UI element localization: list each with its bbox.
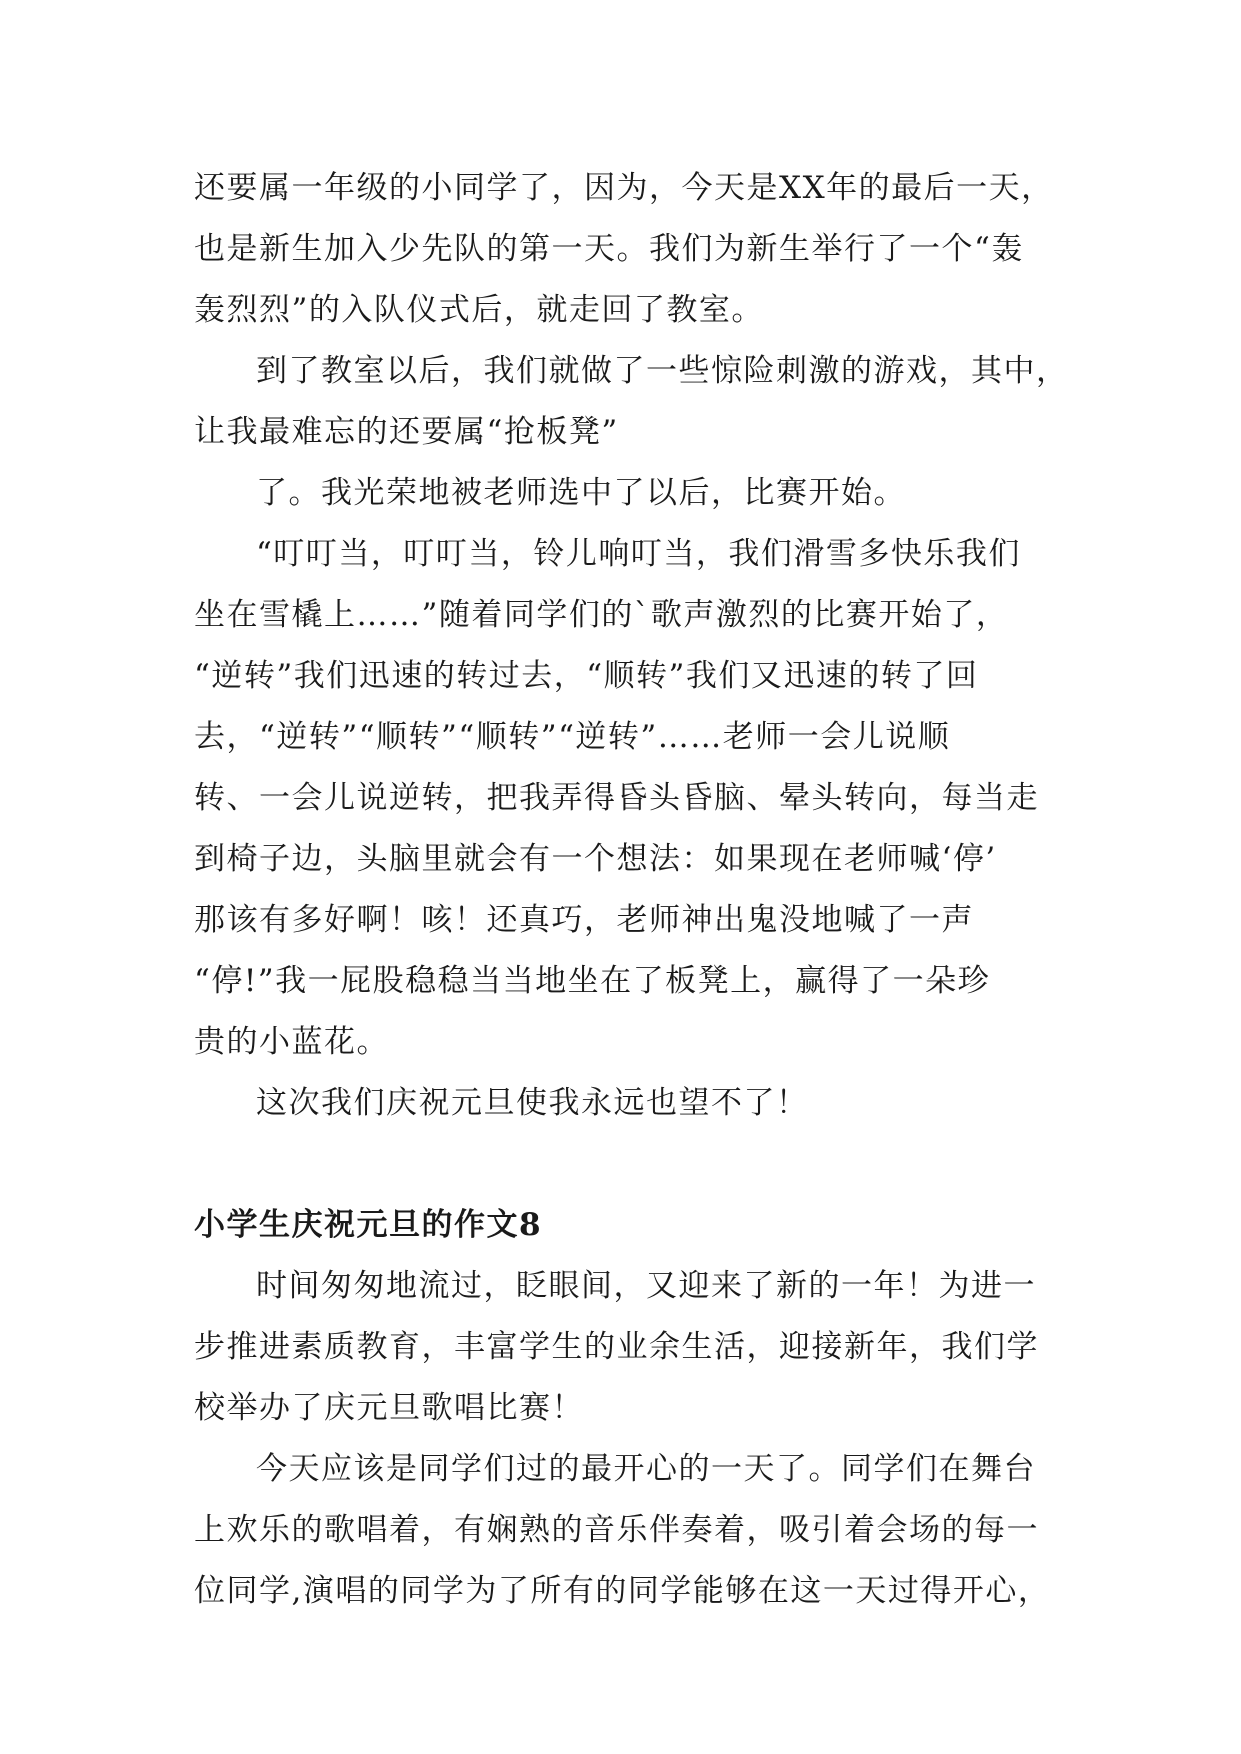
text-line: 时间匆匆地流过，眨眼间，又迎来了新的一年！为进一 bbox=[256, 1268, 1036, 1304]
text-line: “逆转”我们迅速的转过去，“顺转”我们又迅速的转了回 bbox=[194, 658, 979, 694]
paragraph-1 bbox=[194, 158, 1054, 341]
text-line: 了。我光荣地被老师选中了以后，比赛开始。 bbox=[256, 475, 906, 511]
text-line: 坐在雪橇上……”随着同学们的`歌声激烈的比赛开始了， bbox=[194, 597, 1009, 633]
paragraph-3 bbox=[194, 463, 1054, 524]
section-paragraph-2 bbox=[194, 1439, 1054, 1622]
text-line: 到了教室以后，我们就做了一些惊险刺激的游戏，其中， bbox=[256, 353, 1069, 389]
text-line: 去，“逆转”“顺转”“顺转”“逆转”……老师一会儿说顺 bbox=[194, 719, 951, 755]
text-line: 到椅子边，头脑里就会有一个想法：如果现在老师喊‘停’ bbox=[194, 841, 997, 877]
text-line: “停!”我一屁股稳稳当当地坐在了板凳上，赢得了一朵珍 bbox=[194, 963, 991, 999]
section-title: 小学生庆祝元旦的作文8 bbox=[194, 1207, 543, 1243]
text-line: 校举办了庆元旦歌唱比赛！ bbox=[194, 1390, 584, 1426]
text-line: 这次我们庆祝元旦使我永远也望不了！ bbox=[256, 1085, 809, 1121]
text-line: 贵的小蓝花。 bbox=[194, 1024, 389, 1060]
text-line: 今天应该是同学们过的最开心的一天了。同学们在舞台 bbox=[256, 1451, 1036, 1487]
section-spacer bbox=[194, 1134, 1054, 1195]
text-line: 还要属一年级的小同学了，因为，今天是XX年的最后一天， bbox=[194, 170, 1054, 206]
text-line: 转、一会儿说逆转，把我弄得昏头昏脑、晕头转向，每当走 bbox=[194, 780, 1039, 816]
paragraph-2 bbox=[194, 341, 1069, 463]
text-line: 步推进素质教育，丰富学生的业余生活，迎接新年，我们学 bbox=[194, 1329, 1039, 1365]
paragraph-5 bbox=[194, 1073, 1054, 1134]
text-line: 让我最难忘的还要属“抢板凳” bbox=[194, 414, 619, 450]
paragraph-4 bbox=[194, 524, 1054, 1073]
text-line: “叮叮当，叮叮当，铃儿响叮当，我们滑雪多快乐我们 bbox=[256, 536, 1021, 572]
text-line: 那该有多好啊！咳！还真巧，老师神出鬼没地喊了一声 bbox=[194, 902, 974, 938]
text-line: 上欢乐的歌唱着，有娴熟的音乐伴奏着，吸引着会场的每一 bbox=[194, 1512, 1039, 1548]
section-paragraph-1 bbox=[194, 1256, 1054, 1439]
text-line: 也是新生加入少先队的第一天。我们为新生举行了一个“轰 bbox=[194, 231, 1024, 267]
text-line: 轰烈烈”的入队仪式后，就走回了教室。 bbox=[194, 292, 764, 328]
document-page bbox=[194, 158, 1069, 1622]
text-line: 位同学,演唱的同学为了所有的同学能够在这一天过得开心， bbox=[194, 1573, 1051, 1609]
